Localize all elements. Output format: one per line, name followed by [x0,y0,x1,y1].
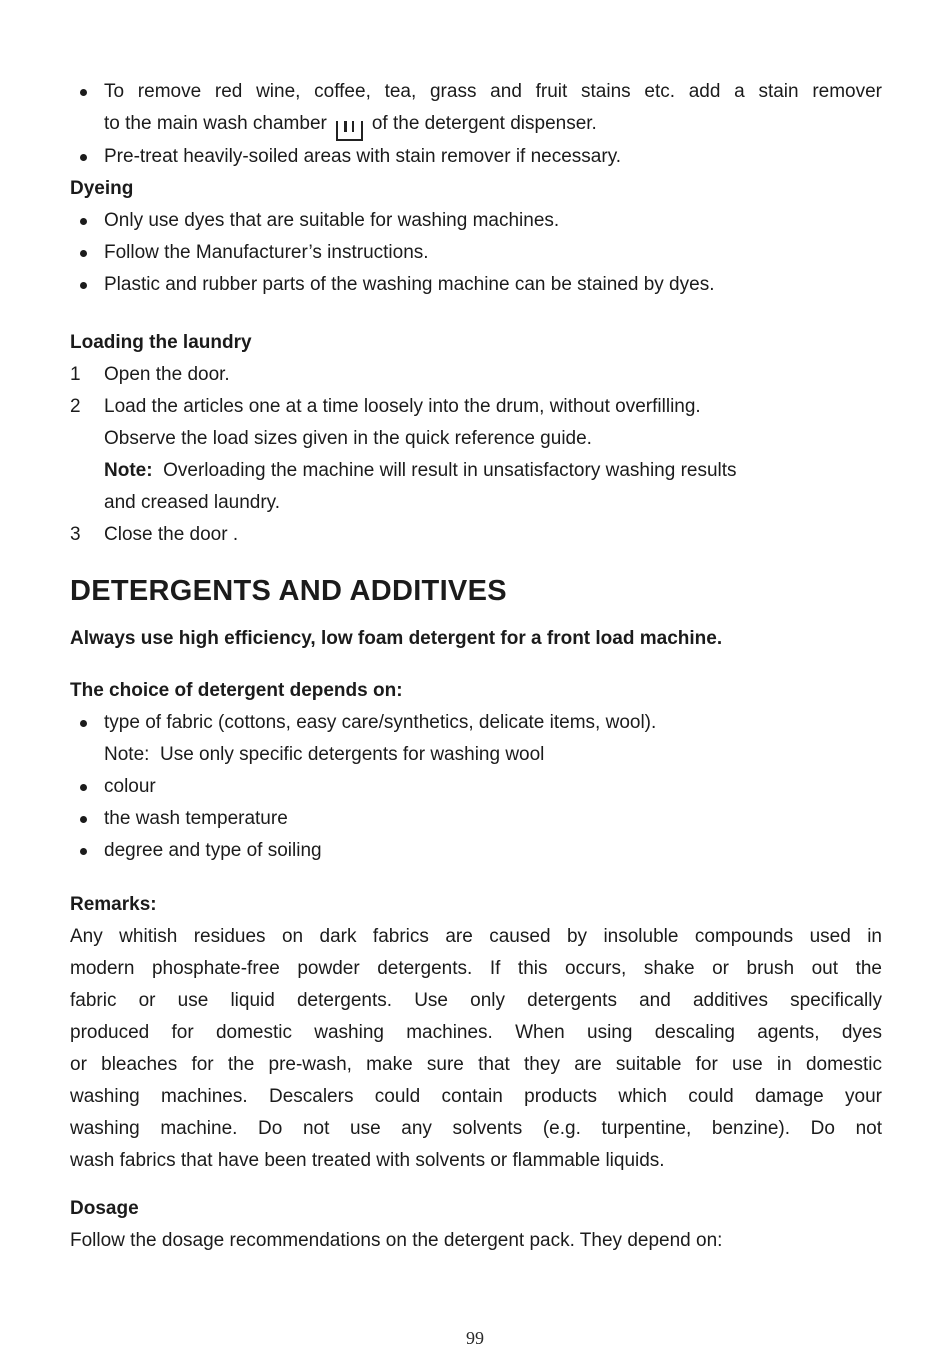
note-label: Note: [104,460,158,481]
bullet-text-line: colour [104,776,156,797]
bullet-icon [70,835,104,867]
paragraph-line: washing machine. Do not use any solvents (e.g. turpentine, benzine). Do not [70,1118,882,1139]
bullet-text-line: Follow the Manufacturer’s instructions. [104,242,429,263]
list-item [70,269,882,301]
detergents-lead-text: Always use high efficiency, low foam detergent for a front load machine. [70,628,723,649]
step-number: 1 [70,364,81,385]
note-text: Use only specific detergents for washing wool [159,744,545,765]
list-item [70,707,882,771]
paragraph-line: modern phosphate-free powder detergents. If this occurs, shake or brush out the [70,958,882,979]
step-body [104,391,882,519]
paragraph-line: wash fabrics that have been treated with solvents or flammable liquids. [70,1150,665,1171]
bullet-text-line: type of fabric (cottons, easy care/synthetics, delicate items, wool). [104,712,657,733]
step-text-line: Observe the load sizes given in the quick reference guide. [104,428,592,449]
bullet-icon [70,141,104,173]
main-wash-chamber-icon [336,121,363,141]
bullet-body [104,76,882,141]
paragraph-line: produced for domestic washing machines. When using descaling agents, dyes [70,1022,882,1043]
bullet-text-line [104,108,882,141]
bullet-text-line: the wash temperature [104,808,288,829]
step-note-line [104,455,882,487]
list-item [70,141,882,173]
list-item [70,835,882,867]
bullet-text-line: To remove red wine, coffee, tea, grass and fruit stains etc. add a stain remover [104,81,882,102]
bullet-icon [70,771,104,803]
page-title: DETERGENTS AND ADDITIVES [70,575,507,607]
section-heading-dosage: Dosage [70,1198,139,1219]
bullet-icon [70,205,104,237]
bullet-icon [70,707,104,771]
page-number: 99 [466,1328,484,1348]
section-heading-remarks: Remarks: [70,894,157,915]
bullet-icon [70,237,104,269]
bullet-text-line: degree and type of soiling [104,840,322,861]
step-text-line: Close the door . [104,524,239,545]
bullet-text-line: Only use dyes that are suitable for washing machines. [104,210,560,231]
list-item [70,771,882,803]
step-number: 2 [70,396,81,417]
note-label: Note: [104,744,155,765]
section-heading-dyeing: Dyeing [70,178,134,199]
paragraph-line: fabric or use liquid detergents. Use only detergents and additives specifically [70,990,882,1011]
section-loading [70,327,882,551]
numbered-step [70,519,882,551]
numbered-step [70,359,882,391]
paragraph-line: Any whitish residues on dark fabrics are caused by insoluble compounds used in [70,926,882,947]
paragraph-line: washing machines. Descalers could contain products which could damage your [70,1086,882,1107]
bullet-text-line: Pre-treat heavily-soiled areas with stain remover if necessary. [104,146,622,167]
bullet-icon [70,803,104,835]
bullet-text-segment: to the main wash chamber [104,113,327,134]
list-item [70,803,882,835]
bullet-icon [70,76,104,141]
step-text-line: Open the door. [104,364,230,385]
bullet-icon [70,269,104,301]
list-item [70,205,882,237]
bullet-text-segment: of the detergent dispenser. [371,113,597,134]
section-heading-loading: Loading the laundry [70,332,252,353]
bullet-text-line: Plastic and rubber parts of the washing machine can be stained by dyes. [104,274,715,295]
step-text-line: Load the articles one at a time loosely into the drum, without overfilling. [104,396,701,417]
step-number: 3 [70,524,81,545]
list-item [70,237,882,269]
dosage-text: Follow the dosage recommendations on the detergent pack. They depend on: [70,1230,723,1251]
bullet-note-line [104,739,882,771]
note-text: Overloading the machine will result in unsatisfactory washing results [163,460,737,481]
list-item [70,76,882,141]
bullet-body [104,707,882,771]
section-dosage [70,1193,882,1257]
section-remarks [70,889,882,1177]
paragraph-line: or bleaches for the pre-wash, make sure that they are suitable for use in domestic [70,1054,882,1075]
step-note-continuation: and creased laundry. [104,492,281,513]
choice-heading: The choice of detergent depends on: [70,680,403,701]
numbered-step [70,391,882,519]
